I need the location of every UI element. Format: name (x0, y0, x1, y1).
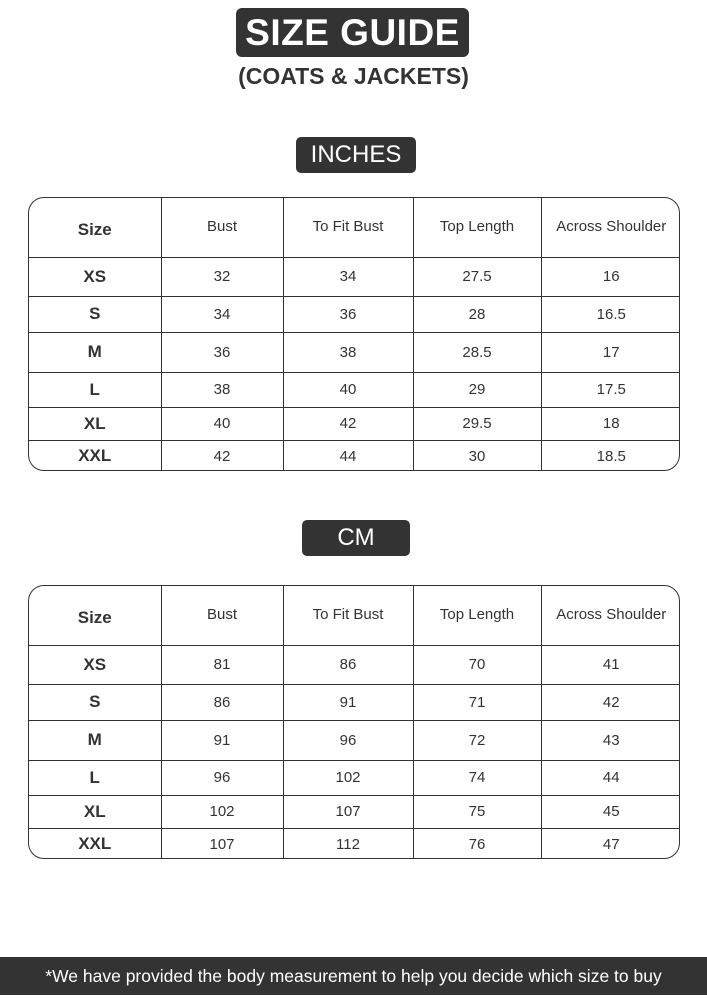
bust-cell: 32 (161, 257, 283, 296)
bust-cell: 102 (161, 795, 283, 828)
top-length-cell: 76 (413, 828, 541, 859)
top-length-cell: 74 (413, 760, 541, 795)
to-fit-bust-cell: 44 (283, 440, 413, 471)
bust-cell: 91 (161, 720, 283, 760)
page-title: SIZE GUIDE (236, 8, 469, 57)
size-cell: XXL (29, 828, 161, 859)
across-shoulder-cell: 18 (541, 407, 680, 440)
to-fit-bust-cell: 42 (283, 407, 413, 440)
to-fit-bust-cell: 38 (283, 332, 413, 372)
size-cell: XL (29, 407, 161, 440)
cm-section-label: CM (302, 520, 410, 556)
across-shoulder-cell: 17.5 (541, 372, 680, 407)
top-length-cell: 70 (413, 645, 541, 684)
size-cell: M (29, 720, 161, 760)
across-shoulder-cell: 42 (541, 684, 680, 720)
bust-cell: 40 (161, 407, 283, 440)
to-fit-bust-cell: 107 (283, 795, 413, 828)
across-shoulder-cell: 44 (541, 760, 680, 795)
across-shoulder-cell: 41 (541, 645, 680, 684)
header-across-shoulder: Across Shoulder (541, 198, 680, 257)
header-top-length: Top Length (413, 586, 541, 645)
bust-cell: 96 (161, 760, 283, 795)
to-fit-bust-cell: 102 (283, 760, 413, 795)
bust-cell: 107 (161, 828, 283, 859)
table-row (29, 720, 680, 760)
size-cell: XXL (29, 440, 161, 471)
table-row (29, 828, 680, 859)
inches-table (29, 198, 680, 471)
table-row (29, 407, 680, 440)
across-shoulder-cell: 18.5 (596, 447, 626, 465)
top-length-cell: 29 (413, 372, 541, 407)
bust-cell: 42 (161, 440, 283, 471)
across-shoulder-cell: 16.5 (541, 296, 680, 332)
table-row (29, 372, 680, 407)
header-bust: Bust (161, 586, 283, 645)
bust-cell: 38 (161, 372, 283, 407)
inches-section-label: INCHES (296, 137, 416, 173)
cm-size-table (28, 585, 680, 859)
top-length-cell: 72 (413, 720, 541, 760)
to-fit-bust-cell: 91 (283, 684, 413, 720)
table-row (29, 645, 680, 684)
across-shoulder-cell: 43 (541, 720, 680, 760)
top-length-cell: 30 (413, 440, 541, 471)
top-length-cell: 75 (413, 795, 541, 828)
bust-cell: 81 (161, 645, 283, 684)
table-header-row (29, 198, 680, 257)
top-length-cell: 71 (413, 684, 541, 720)
table-row (29, 257, 680, 296)
inches-size-table (28, 197, 680, 471)
to-fit-bust-cell: 40 (283, 372, 413, 407)
top-length-cell: 28 (413, 296, 541, 332)
bust-cell: 34 (161, 296, 283, 332)
header-bust: Bust (161, 198, 283, 257)
to-fit-bust-cell: 86 (283, 645, 413, 684)
across-shoulder-cell: 17 (541, 332, 680, 372)
top-length-cell: 27.5 (413, 257, 541, 296)
size-cell: XS (29, 257, 161, 296)
top-length-cell: 29.5 (413, 407, 541, 440)
table-row (29, 684, 680, 720)
size-cell: XS (29, 645, 161, 684)
top-length-cell: 28.5 (413, 332, 541, 372)
size-cell: L (29, 372, 161, 407)
to-fit-bust-cell: 36 (283, 296, 413, 332)
table-row (29, 332, 680, 372)
table-row (29, 760, 680, 795)
table-header-row (29, 586, 680, 645)
across-shoulder-cell: 47 (602, 835, 620, 853)
table-row (29, 795, 680, 828)
to-fit-bust-cell: 96 (283, 720, 413, 760)
header-size: Size (29, 586, 161, 645)
header-size: Size (29, 198, 161, 257)
to-fit-bust-cell: 34 (283, 257, 413, 296)
header-to-fit-bust: To Fit Bust (283, 198, 413, 257)
size-cell: S (29, 684, 161, 720)
size-cell: S (29, 296, 161, 332)
across-shoulder-cell: 16 (541, 257, 680, 296)
table-row (29, 440, 680, 471)
table-row (29, 296, 680, 332)
size-cell: L (29, 760, 161, 795)
bust-cell: 86 (161, 684, 283, 720)
to-fit-bust-cell: 112 (283, 828, 413, 859)
size-cell: XL (29, 795, 161, 828)
header-top-length: Top Length (413, 198, 541, 257)
footer-note: *We have provided the body measurement to help you decide which size to buy (0, 957, 707, 995)
cm-table (29, 586, 680, 859)
page-subtitle: (COATS & JACKETS) (238, 63, 469, 89)
header-to-fit-bust: To Fit Bust (283, 586, 413, 645)
bust-cell: 36 (161, 332, 283, 372)
header-across-shoulder: Across Shoulder (541, 586, 680, 645)
size-cell: M (29, 332, 161, 372)
across-shoulder-cell: 45 (541, 795, 680, 828)
